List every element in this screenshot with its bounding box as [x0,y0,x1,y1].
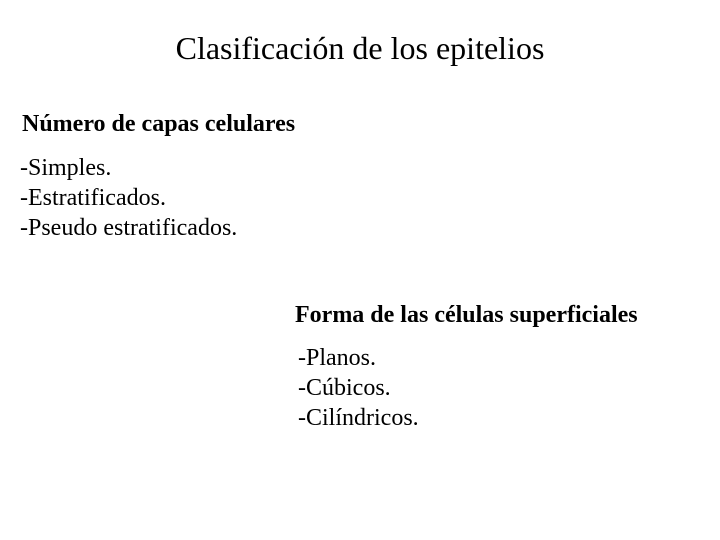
cell-shape-list [298,343,419,433]
section-heading-cell-shape: Forma de las células superficiales [295,302,638,328]
list-item-cubicos: -Cúbicos. [298,375,391,401]
list-item-pseudo-estratificados: -Pseudo estratificados. [20,215,238,241]
cell-layers-list [20,153,237,243]
slide-title: Clasificación de los epitelios [175,30,545,66]
list-item-estratificados: -Estratificados. [20,185,166,211]
section-heading-cell-layers: Número de capas celulares [22,111,296,137]
list-item-planos: -Planos. [298,345,376,371]
list-item-simples: -Simples. [20,155,112,181]
list-item-cilindricos: -Cilíndricos. [298,405,419,431]
